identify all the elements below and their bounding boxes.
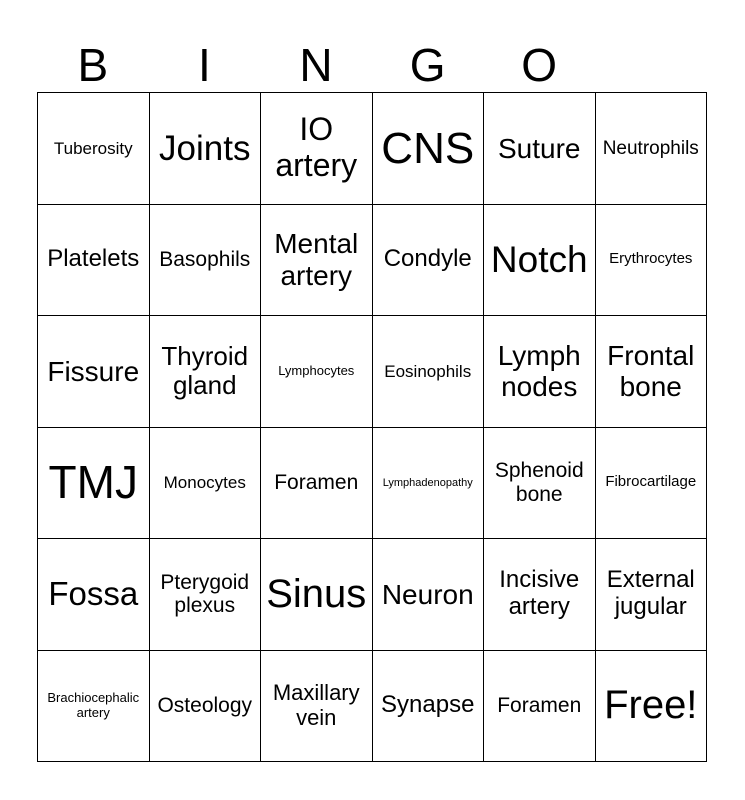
bingo-cell[interactable] xyxy=(484,539,596,651)
bingo-cell[interactable] xyxy=(38,93,150,205)
cell-text: Joints xyxy=(159,128,251,168)
bingo-cell[interactable] xyxy=(261,316,373,428)
bingo-header xyxy=(37,38,595,92)
bingo-cell[interactable] xyxy=(150,93,262,205)
bingo-cell[interactable] xyxy=(373,93,485,205)
bingo-cell[interactable] xyxy=(38,428,150,540)
cell-text: Neutrophils xyxy=(602,137,699,159)
cell-text: CNS xyxy=(381,123,475,173)
bingo-cell[interactable] xyxy=(150,316,262,428)
cell-text: Monocytes xyxy=(163,473,246,493)
bingo-cell[interactable] xyxy=(261,651,373,763)
bingo-cell[interactable] xyxy=(484,93,596,205)
cell-text: Sphenoid bone xyxy=(494,459,584,506)
cell-text: Eosinophils xyxy=(384,361,472,381)
cell-text: Maxillary vein xyxy=(272,680,360,730)
bingo-cell[interactable] xyxy=(150,428,262,540)
cell-text: Osteology xyxy=(157,693,253,717)
cell-text: Suture xyxy=(498,132,581,164)
bingo-cell[interactable] xyxy=(596,428,708,540)
bingo-cell[interactable] xyxy=(373,428,485,540)
cell-text: Foramen xyxy=(497,693,582,717)
cell-text: Incisive artery xyxy=(499,566,580,621)
cell-text: Foramen xyxy=(274,470,359,494)
cell-text: Notch xyxy=(490,239,588,281)
bingo-cell[interactable] xyxy=(38,539,150,651)
cell-text: Fibrocartilage xyxy=(605,473,697,491)
bingo-cell[interactable] xyxy=(596,93,708,205)
bingo-cell[interactable] xyxy=(373,651,485,763)
bingo-cell[interactable] xyxy=(596,539,708,651)
cell-text: Free! xyxy=(604,683,698,728)
bingo-cell[interactable] xyxy=(150,651,262,763)
bingo-cell[interactable] xyxy=(261,205,373,317)
cell-text: IO artery xyxy=(275,111,358,184)
cell-text: Neuron xyxy=(381,578,474,610)
cell-text: Brachiocephalic artery xyxy=(47,690,140,720)
header-letter-g: G xyxy=(409,39,446,91)
bingo-cell[interactable] xyxy=(373,205,485,317)
bingo-cell[interactable] xyxy=(261,539,373,651)
header-letter-n: N xyxy=(299,39,333,91)
bingo-cell[interactable] xyxy=(484,651,596,763)
bingo-cell[interactable] xyxy=(596,316,708,428)
bingo-cell[interactable] xyxy=(596,651,708,763)
header-letter-o: O xyxy=(521,39,558,91)
cell-text: TMJ xyxy=(48,455,138,508)
bingo-cell[interactable] xyxy=(38,651,150,763)
bingo-cell[interactable] xyxy=(484,205,596,317)
cell-text: Erythrocytes xyxy=(609,250,693,268)
bingo-cell[interactable] xyxy=(261,428,373,540)
cell-text: Condyle xyxy=(383,245,472,273)
cell-text: Sinus xyxy=(266,571,367,616)
bingo-cell[interactable] xyxy=(150,205,262,317)
cell-text: External jugular xyxy=(606,566,695,621)
cell-text: Thyroid gland xyxy=(161,341,249,401)
cell-text: Mental artery xyxy=(274,228,359,291)
cell-text: Lymph nodes xyxy=(497,339,581,403)
bingo-cell[interactable] xyxy=(261,93,373,205)
cell-text: Basophils xyxy=(159,247,251,271)
bingo-cell[interactable] xyxy=(38,316,150,428)
cell-text: Synapse xyxy=(381,691,475,719)
cell-text: Lymphocytes xyxy=(278,362,355,378)
bingo-cell[interactable] xyxy=(484,316,596,428)
cell-text: Frontal bone xyxy=(607,339,695,403)
cell-text: Tuberosity xyxy=(53,138,133,158)
header-letter-b: B xyxy=(77,39,109,91)
header-letter-i: I xyxy=(198,39,211,91)
bingo-grid xyxy=(37,92,707,762)
cell-text: Lymphadenopathy xyxy=(382,476,473,489)
cell-text: Platelets xyxy=(47,245,140,273)
cell-text: Pterygoid plexus xyxy=(160,570,250,618)
cell-text: Fissure xyxy=(47,355,140,387)
cell-text: Fossa xyxy=(48,574,139,612)
bingo-cell[interactable] xyxy=(373,316,485,428)
bingo-cell[interactable] xyxy=(38,205,150,317)
bingo-cell[interactable] xyxy=(373,539,485,651)
bingo-cell[interactable] xyxy=(484,428,596,540)
bingo-cell[interactable] xyxy=(596,205,708,317)
bingo-cell[interactable] xyxy=(150,539,262,651)
